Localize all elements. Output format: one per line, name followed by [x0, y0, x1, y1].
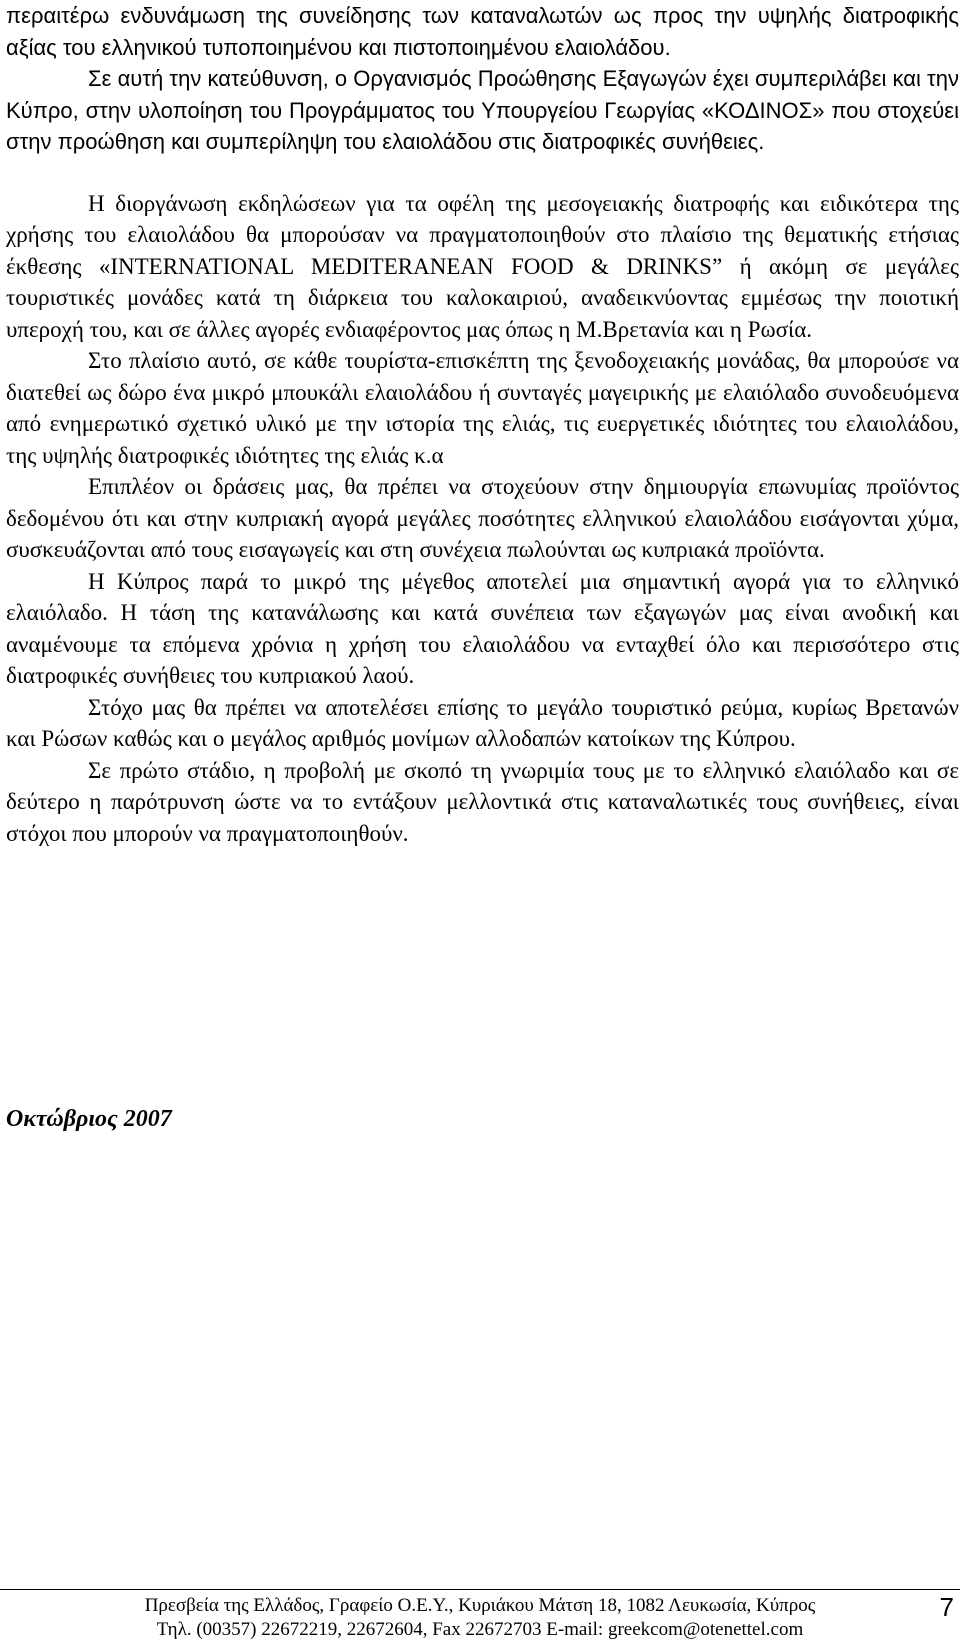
document-body [6, 0, 959, 849]
paragraph-tourist-target: Στόχο μας θα πρέπει να αποτελέσει επίσης το μεγάλο τουριστικό ρεύμα, κυρίως Βρετανών και Ρώσων καθώς και ο μεγάλος αριθμός μονίμων αλλοδαπών κατοίκων της Κύπρου. [6, 694, 959, 751]
paragraph-cyprus-market: Η Κύπρος παρά το μικρό της μέγεθος αποτελεί μια σημαντική αγορά για το ελληνικό ελαιόλαδο. Η τάση της κατανάλωσης και κατά συνέπεια των εξαγωγών μας είναι ανοδική και αναμένουμε τα επόμενα χρόνια η χρήση του ελαιολάδου να ενταχθεί όλο και περισσότερο στις διατροφικές συνήθειες του κυπριακού λαού. [6, 568, 959, 688]
footer-divider [0, 1589, 960, 1590]
paragraph-events-organization: Η διοργάνωση εκδηλώσεων για τα οφέλη της μεσογειακής διατροφής και ειδικότερα της χρήσης του ελαιολάδου θα μπορούσαν να πραγματοποιηθούν στο πλαίσιο της θεματικής ετήσιας έκθεσης «INTERNATIONAL MEDITERANEAN FOOD & DRINKS” ή ακόμη σε μεγάλες τουριστικές μονάδες κατά τη διάρκεια του καλοκαιριού, αναδεικνύοντας εμμέσως την ποιοτική υπεροχή του, και σε άλλες αγορές ενδιαφέροντος μας όπως η Μ.Βρετανία και η Ρωσία. [6, 190, 959, 342]
page-footer [0, 1592, 960, 1643]
paragraph-continuation: περαιτέρω ενδυνάμωση της συνείδησης των καταναλωτών ως προς την υψηλής διατροφικής αξίας του ελληνικού τυποποιημένου και πιστοποιημένου ελαιολάδου. [6, 3, 959, 60]
paragraph-brand-creation: Επιπλέον οι δράσεις μας, θα πρέπει να στοχεύουν στην δημιουργία επωνυμίας προϊόντος δεδομένου ότι και στην κυπριακή αγορά μεγάλες ποσότητες ελληνικού ελαιολάδου εισάγονται χύμα, συσκευάζονται από τους εισαγωγείς και στη συνέχεια πωλούνται ως κυπριακά προϊόντα. [6, 474, 959, 562]
footer-contact: Τηλ. (00357) 22672219, 22672604, Fax 22672703 E-mail: greekcom@otenettel.com [156, 1619, 804, 1640]
paragraph-tourist-gifts: Στο πλαίσιο αυτό, σε κάθε τουρίστα-επισκέπτη της ξενοδοχειακής μονάδας, θα μπορούσε να διατεθεί ως δώρο ένα μικρό μπουκάλι ελαιολάδου ή συνταγές μαγειρικής με ελαιόλαδο συνοδευόμενα από ενημερωτικό σχετικό υλικό με την ιστορία της ελιάς, τις ευεργετικές ιδιότητες του ελαιολάδου, της υψηλής διατροφικές ιδιότητες της ελιάς κ.α [6, 348, 959, 468]
document-date: Οκτώβριος 2007 [6, 1106, 172, 1132]
paragraph-first-stage: Σε πρώτο στάδιο, η προβολή με σκοπό τη γνωριμία τους με το ελληνικό ελαιόλαδο και σε δεύτερο η παρότρυνση ώστε να το εντάξουν μελλοντικά στις καταναλωτικές τους συνήθειες, είναι στόχοι που μπορούν να πραγματοποιηθούν. [6, 757, 959, 846]
paragraph-kodinos-program: Σε αυτή την κατεύθυνση, ο Οργανισμός Προώθησης Εξαγωγών έχει συμπεριλάβει και την Κύπρο, στην υλοποίηση του Προγράμματος του Υπουργείου Γεωργίας «ΚΟΔΙΝΟΣ» που στοχεύει στην προώθηση και συμπερίληψη του ελαιολάδου στις διατροφικές συνήθειες. [6, 66, 959, 154]
page-number: 7 [939, 1592, 954, 1622]
footer-address: Πρεσβεία της Ελλάδος, Γραφείο Ο.Ε.Υ., Κυριάκου Μάτση 18, 1082 Λευκωσία, Κύπρος [144, 1595, 816, 1616]
